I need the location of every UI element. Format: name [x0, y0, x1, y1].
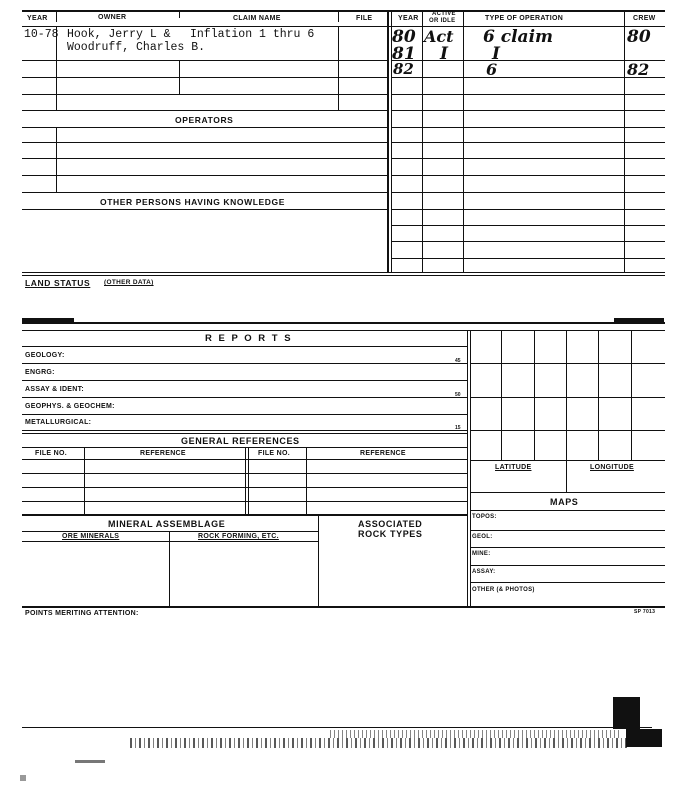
report-geophys: GEOPHYS. & GEOCHEM: [25, 403, 115, 410]
activity-year-2: 81 [392, 44, 416, 64]
land-status-sub: (OTHER DATA) [104, 279, 154, 286]
associated-line2: ROCK TYPES [358, 529, 423, 539]
header-year: YEAR [27, 15, 48, 22]
header-crew: CREW [633, 15, 656, 22]
map-row-geol: GEOL: [472, 534, 493, 540]
activity-active-1: Act [424, 27, 454, 46]
ref-reference-2: REFERENCE [360, 450, 406, 457]
map-row-mine: MINE: [472, 551, 491, 557]
points-meriting-label: POINTS MERITING ATTENTION: [25, 610, 139, 617]
report-metallurgical-code: 15 [455, 425, 461, 431]
header-claim-name: CLAIM NAME [233, 15, 281, 22]
activity-active-2: I [440, 44, 448, 64]
mineral-assemblage-heading: MINERAL ASSEMBLAGE [108, 519, 226, 529]
rock-forming-heading: ROCK FORMING, ETC. [198, 533, 279, 540]
maps-heading: MAPS [550, 497, 579, 507]
activity-crew-1: 80 [627, 27, 651, 47]
entry-claim-name: Inflation 1 thru 6 [190, 28, 315, 41]
longitude-label: LONGITUDE [590, 464, 634, 471]
report-geology-code: 45 [455, 358, 461, 364]
header-owner: OWNER [98, 14, 127, 21]
activity-type-3: 6 [486, 60, 498, 79]
entry-owner-line2: Woodruff, Charles B. [67, 41, 206, 54]
form-code: SP 7013 [634, 609, 656, 615]
associated-line1: ASSOCIATED [358, 519, 423, 529]
report-geology: GEOLOGY: [25, 352, 65, 359]
header-year-2: YEAR [398, 15, 419, 22]
map-row-assay: ASSAY: [472, 569, 496, 575]
entry-owner-line1: Hook, Jerry L & [67, 28, 171, 41]
land-status-heading: LAND STATUS [25, 278, 91, 288]
activity-year-1: 80 [392, 27, 416, 47]
header-file: FILE [356, 15, 373, 22]
report-assay-code: 50 [455, 392, 461, 398]
activity-type-2: I [492, 44, 500, 64]
map-row-other: OTHER (& PHOTOS) [472, 587, 535, 593]
ore-minerals-heading: ORE MINERALS [62, 533, 120, 540]
report-metallurgical: METALLURGICAL: [25, 419, 92, 426]
general-references-heading: GENERAL REFERENCES [181, 436, 300, 446]
report-assay: ASSAY & IDENT: [25, 386, 85, 393]
ref-file-no-2: FILE NO. [258, 450, 290, 457]
header-type-of-operation: TYPE OF OPERATION [485, 15, 564, 22]
report-engrg: ENGRG: [25, 369, 55, 376]
ref-file-no-1: FILE NO. [35, 450, 67, 457]
other-persons-heading: OTHER PERSONS HAVING KNOWLEDGE [100, 197, 286, 207]
reports-heading: R E P O R T S [205, 333, 293, 344]
header-active-line2: OR IDLE [429, 18, 456, 24]
activity-year-3: 82 [393, 60, 414, 78]
entry-year: 10-78 [24, 28, 59, 41]
map-row-topos: TOPOS: [472, 514, 497, 520]
ref-reference-1: REFERENCE [140, 450, 186, 457]
latitude-label: LATITUDE [495, 464, 532, 471]
header-active-line1: ACTIVE [432, 11, 456, 17]
activity-type-1: 6 claim [483, 27, 554, 47]
activity-crew-3: 82 [627, 60, 650, 79]
operators-heading: OPERATORS [175, 115, 234, 125]
